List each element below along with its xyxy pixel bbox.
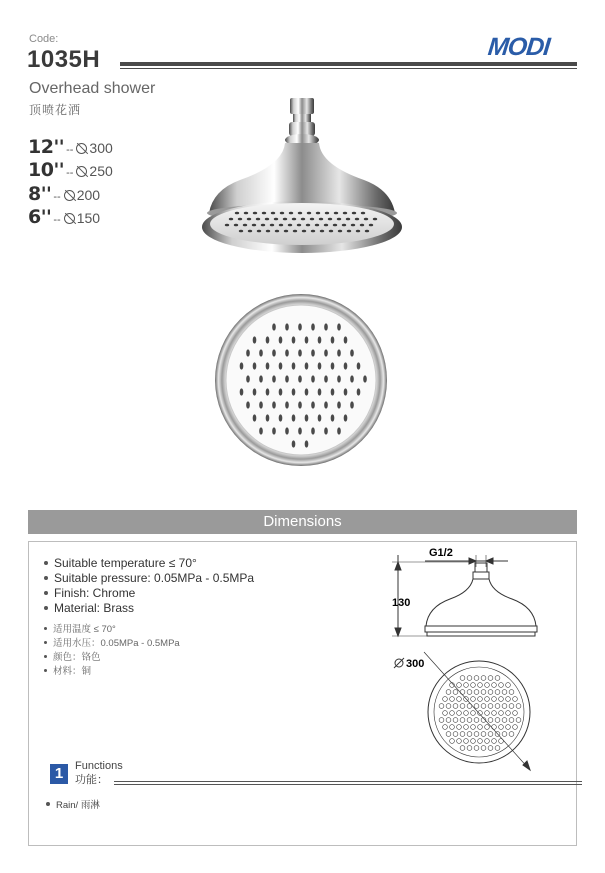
bullet-icon [44,627,47,630]
diameter-icon [76,143,87,154]
size-row [28,159,113,179]
size-row [28,206,100,226]
size-dash: -- [53,191,61,203]
diameter-icon [64,213,75,224]
bullet-icon [44,655,47,658]
bullet-icon [44,576,48,580]
brand-logo: MODI [486,33,551,61]
header-rule-thin [120,68,577,69]
svg-text:300: 300 [406,658,425,670]
functions-number-badge: 1 [50,764,68,784]
product-name-cn: 顶喷花洒 [29,103,82,117]
bullet-icon [44,641,47,644]
dimensions-title: Dimensions [263,513,342,530]
spec-item: Finish: Chrome [44,586,135,600]
size-dash: -- [53,214,61,226]
size-diameter: 200 [64,187,100,203]
header-rule-thick [120,62,577,66]
size-diameter: 150 [64,210,100,226]
functions-rule [114,781,582,782]
bullet-icon [46,802,50,806]
diameter-icon [76,166,87,177]
spec-item-cn: 适用温度 ≤ 70° [44,621,116,635]
size-inch: 6'' [28,206,52,228]
height-label: 130 [392,597,411,609]
spec-item: Suitable temperature ≤ 70° [44,556,197,570]
functions-title-en: Functions [75,760,123,772]
spec-item-cn: 材料：铜 [44,663,91,677]
shower-head-side-image [195,95,410,275]
spec-item-cn: 颜色：铬色 [44,649,101,663]
size-diameter: 300 [76,140,112,156]
product-code: 1035H [27,46,101,73]
spec-item: Material: Brass [44,601,134,615]
size-inch: 10'' [28,159,65,181]
function-item: Rain/ 雨淋 [46,797,100,811]
technical-drawing [380,542,570,780]
product-name-en: Overhead shower [29,80,156,97]
bullet-icon [44,591,48,595]
code-label: Code: [29,33,59,45]
functions-title-cn: 功能： [75,774,108,786]
functions-rule [114,784,582,785]
diameter-icon [64,190,75,201]
bullet-icon [44,606,48,610]
size-inch: 12'' [28,136,65,158]
size-dash: -- [66,144,74,156]
dimensions-banner [28,510,577,534]
shower-head-face-image [214,292,388,468]
size-inch: 8'' [28,183,52,205]
size-row [28,183,100,203]
size-dash: -- [66,167,74,179]
spec-item-cn: 适用水压：0.05MPa - 0.5MPa [44,635,180,649]
thread-label: G1/2 [429,547,453,559]
bullet-icon [44,561,48,565]
size-row [28,136,113,156]
spec-item: Suitable pressure: 0.05MPa - 0.5MPa [44,571,254,585]
diameter-label [394,658,424,670]
bullet-icon [44,669,47,672]
size-diameter: 250 [76,163,112,179]
